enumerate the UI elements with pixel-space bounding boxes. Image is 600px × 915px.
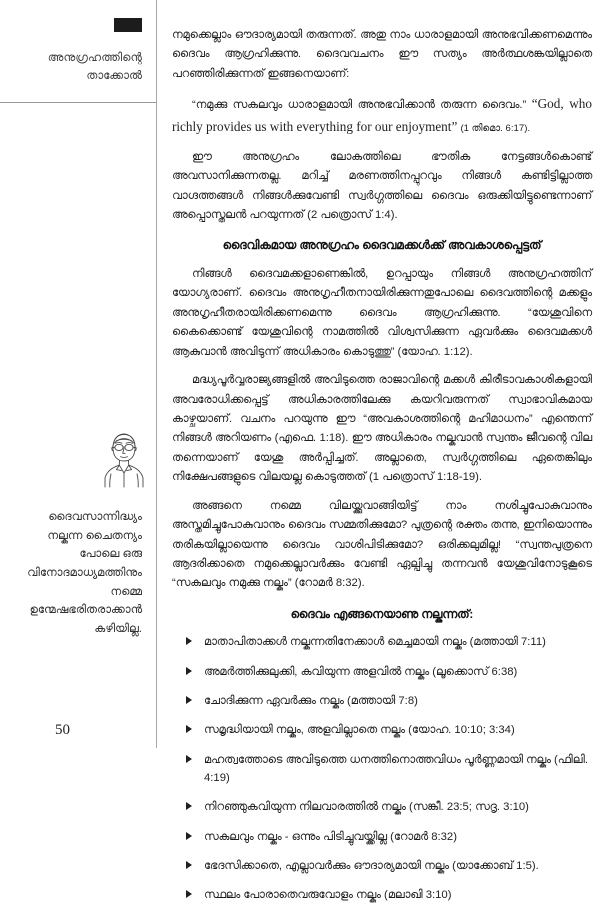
sidebar-chapter-title: അനുഗ്രഹത്തിന്റെ താക്കോൽ xyxy=(47,52,142,82)
list-item-text: സ്ഥലം പോരാതെവരുവോളം നല്കും (മലാഖി 3:10) xyxy=(204,889,452,902)
blessing-list xyxy=(172,633,592,904)
section-heading-1: ദൈവികമായ അനുഗ്രഹം ദൈവമക്കൾക്ക് അവകാശപ്പെട്ടത് xyxy=(222,238,542,253)
paragraph-3: നിങ്ങൾ ദൈവമക്കളാണെങ്കിൽ, ഉറപ്പായും നിങ്ങൾ അനുഗ്രഹത്തിന് യോഗ്യരാണ്. ദൈവം അനുഗൃഹീതനായിരിക്കുന്നതുപോലെ ദൈവത്തിന്റെ മക്കളും അനുഗൃഹീതരായിരിക്കണമെന്നു ദൈവം ആഗ്രഹിക്കുന്നു. “യേശുവിനെ കൈക്കൊണ്ട് യേശുവിന്റെ നാമത്തിൽ വിശ്വസിക്കുന്ന ഏവർക്കും ദൈവമക്കൾ ആകുവാൻ അവിടുന്ന് അധികാരം കൊടുത്തു” (യോഹ. 1:12). xyxy=(172,268,592,358)
list-item xyxy=(172,828,592,846)
scripture-quote-block xyxy=(172,93,592,138)
section-heading-2: ദൈവം എങ്ങനെയാണു നല്കുന്നത്: xyxy=(290,606,474,621)
paragraph-5: അങ്ങനെ നമ്മെ വിലയ്ക്കുവാങ്ങിയിട്ട് നാം നശിച്ചുപോകുവാനും അസ്തമിച്ചുപോകുവാനും ദൈവം സമ്മതിക്കുമോ? പുത്രന്റെ രക്തം തന്നു, ഇനിയൊന്നും തരികയില്ലായെന്നു ദൈവം വാശിപിടിക്കുമോ? ഒരിക്കലുമില്ല! “സ്വന്തപുത്രനെ ആദരിക്കാതെ നമുക്കെല്ലാവർക്കും വേണ്ടി ഏല്പിച്ചു തന്നവൻ യേശുവിനോടുകൂടെ “സകലവും നമുക്കു നല്കും” (റോമർ 8:32). xyxy=(172,499,592,590)
sidebar-divider-rule xyxy=(0,102,156,103)
quote-malayalam: “നമുക്കു സകലവും ധാരാളമായി അനുഭവിക്കാൻ തരുന്ന ദൈവം.” xyxy=(192,99,527,112)
list-item-text: അമർത്തിക്കുലുക്കി, കവിയുന്ന അളവിൽ നല്കും (ലൂക്കൊസ് 6:38) xyxy=(204,665,518,678)
list-item-text: മഹത്വത്തോടെ അവിടുത്തെ ധനത്തിനൊത്തവിധം പൂർണ്ണമായി നല്കും (ഫിലി. 4:19) xyxy=(204,753,588,784)
triangle-bullet-icon xyxy=(186,667,192,675)
list-item-text: ഭേദസിക്കാതെ, എല്ലാവർക്കും ഔദാര്യമായി നല്കും (യാക്കോബ് 1:5). xyxy=(204,859,539,872)
list-item-text: ചോദിക്കുന്ന ഏവർക്കും നല്കും (മത്തായി 7:8) xyxy=(204,695,418,708)
list-item xyxy=(172,663,592,681)
paragraph-continued: നമുക്കെല്ലാം ഔദാര്യമായി തരുന്നത്. അതു നാം ധാരാളമായി അനുഭവിക്കണമെന്നും ദൈവം ആഗ്രഹിക്കുന്നു. ദൈവവചനം ഈ സത്യം അർത്ഥശങ്കയില്ലാതെ പറഞ്ഞിരിക്കുന്നത് ഇങ്ങനെയാണ്: xyxy=(172,29,592,80)
list-item xyxy=(172,857,592,875)
page-number: 50 xyxy=(55,722,70,738)
triangle-bullet-icon xyxy=(186,832,192,840)
triangle-bullet-icon xyxy=(186,637,192,645)
list-item xyxy=(172,798,592,816)
list-item xyxy=(172,886,592,904)
paragraph-2: ഈ അനുഗ്രഹം ലോകത്തിലെ ഭൗതിക നേട്ടങ്ങൾകൊണ്ട് അവസാനിക്കുന്നതല്ല. മറിച്ച് മരണത്തിനപ്പുറവും നിങ്ങൾ കണ്ടിട്ടില്ലാത്ത വാഗ്ദത്തങ്ങൾ നിങ്ങൾക്കുവേണ്ടി സ്വർഗ്ഗത്തിലെ ദൈവം ഒരുക്കിയിട്ടുണ്ടെന്നാണ് അപ്പൊസ്തലൻ പറയുന്നത് (2 പത്രൊസ് 1:4). xyxy=(172,150,592,221)
list-item xyxy=(172,721,592,739)
list-item xyxy=(172,692,592,710)
triangle-bullet-icon xyxy=(186,755,192,763)
list-item-text: സമൃദ്ധിയായി നല്കും, അളവില്ലാതെ നല്കും (യോഹ. 10:10; 3:34) xyxy=(204,724,515,737)
chapter-block-marker-icon xyxy=(114,18,142,32)
list-item xyxy=(172,633,592,651)
column-divider xyxy=(156,0,157,748)
triangle-bullet-icon xyxy=(186,696,192,704)
quote-english: “God, who richly provides us with everything for our enjoyment” xyxy=(172,96,592,134)
list-item-text: മാതാപിതാക്കൾ നല്കുന്നതിനേക്കാൾ മെച്ചമായി നല്കും (മത്തായി 7:11) xyxy=(204,636,546,649)
list-item xyxy=(172,751,592,788)
quote-reference: (1 തിമൊ. 6:17). xyxy=(460,122,531,134)
main-text-column xyxy=(172,26,592,915)
list-item-text: നിറഞ്ഞുകവിയുന്ന നിലവാരത്തിൽ നല്കും (സങ്കീ. 23:5; സദൃ. 3:10) xyxy=(204,801,529,814)
list-item-text: സകലവും നല്കും - ഒന്നും പിടിച്ചുവയ്ക്കില്ല (റോമർ 8:32) xyxy=(204,830,457,843)
sidebar-pull-quote: ദൈവസാന്നിദ്ധ്യം നല്കുന്ന ചൈതന്യം പോലെ ഒരു വിനോദമാധ്യമത്തിനും നമ്മെ ഉന്മേഷഭരിതരാക്കാൻ കഴിയില്ല. xyxy=(27,511,142,635)
paragraph-4: മദ്ധ്യപൂർവ്വരാജ്യങ്ങളിൽ അവിടുത്തെ രാജാവിന്റെ മക്കൾ കിരീടാവകാശികളായി അവരോധിക്കപ്പെട്ട് അധികാരത്തിലേക്കു കയറിവരുന്നത് സ്വാഭാവികമായ കാഴ്ചയാണ്. വചനം പറയുന്നു ഈ “അവകാശത്തിന്റെ മഹിമാധനം” എന്തെന്ന് നിങ്ങൾ അറിയണം (എഫെ. 1:18). ഈ അധികാരം നല്കുവാൻ സ്വന്തം ജീവന്റെ വില തന്നെയാണ് യേശു അർപ്പിച്ചത്. അല്ലാതെ, സ്വർഗ്ഗത്തിലെ ഏതെങ്കിലും നിക്ഷേപങ്ങളുടെ വിലയല്ല കൊടുത്തത് (1 പത്രൊസ് 1:18-19). xyxy=(172,374,592,484)
triangle-bullet-icon xyxy=(186,802,192,810)
page-sidebar xyxy=(0,0,156,748)
triangle-bullet-icon xyxy=(186,861,192,869)
triangle-bullet-icon xyxy=(186,725,192,733)
triangle-bullet-icon xyxy=(186,890,192,898)
author-portrait-icon xyxy=(96,430,152,488)
